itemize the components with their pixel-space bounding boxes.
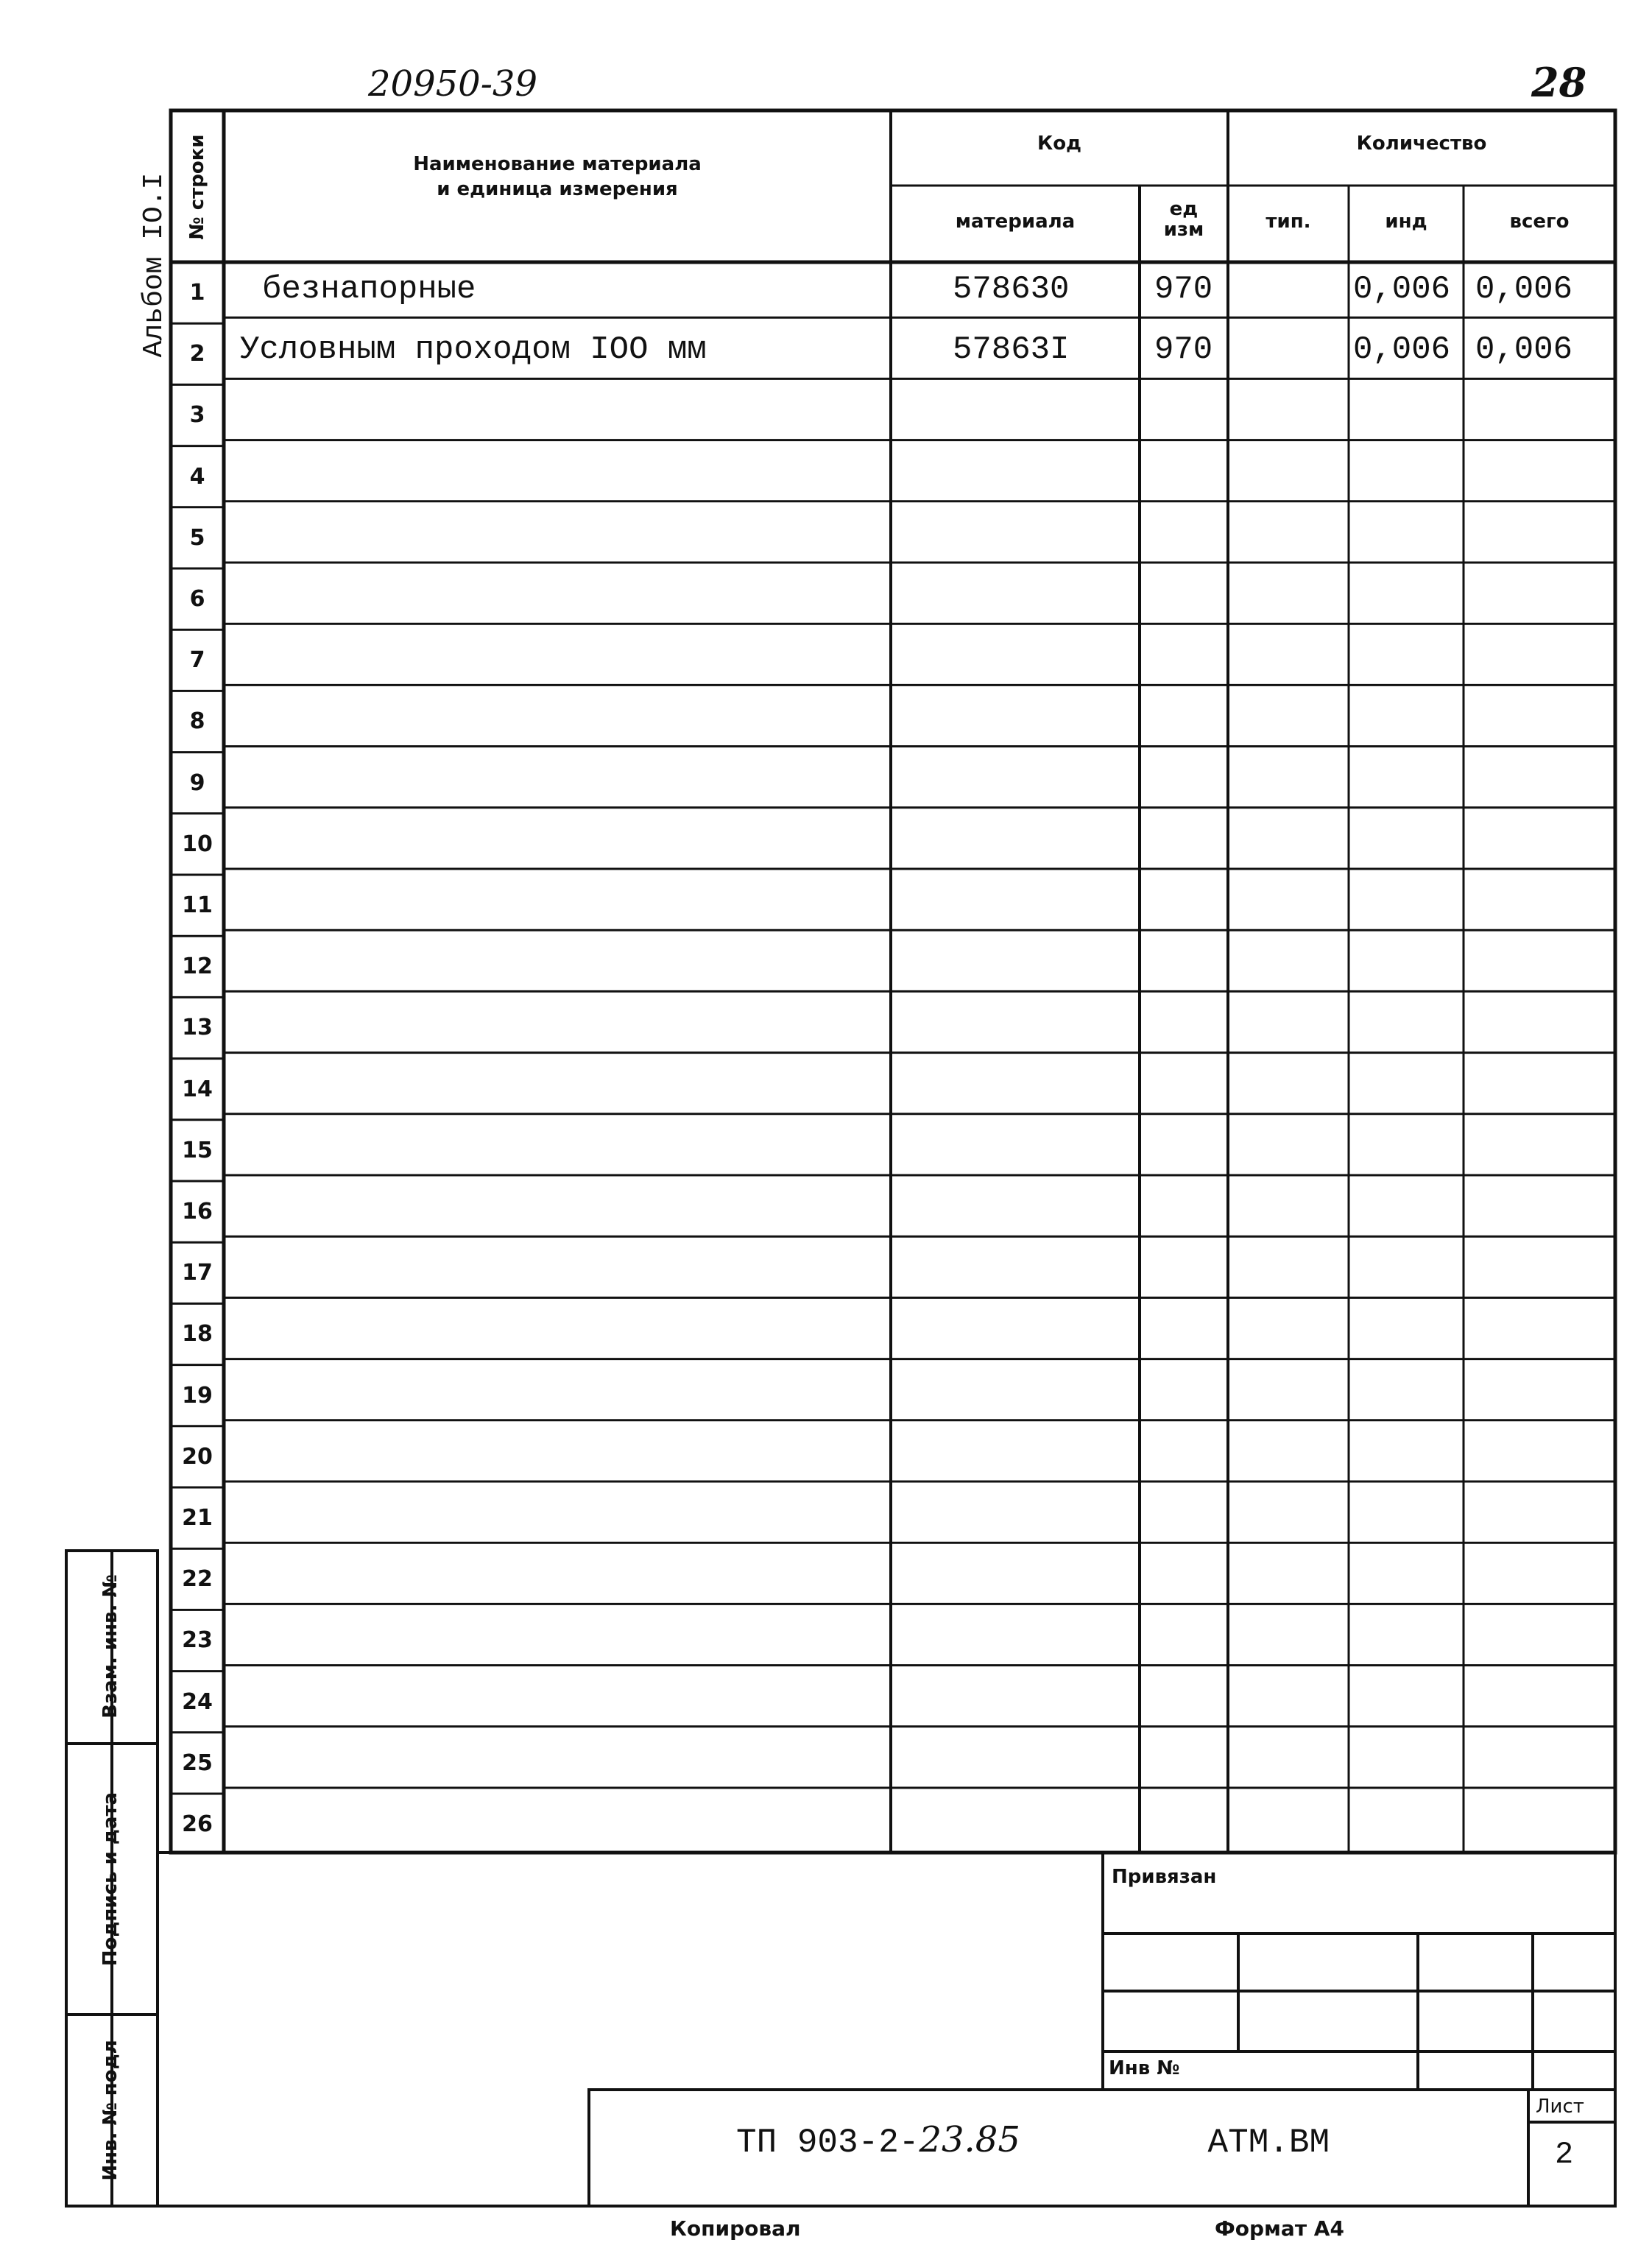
row-number: 26 [182,1811,213,1837]
row-number: 13 [182,1015,213,1041]
row-number: 19 [182,1382,213,1409]
row-number: 10 [182,831,213,857]
row-number: 23 [182,1627,213,1654]
row-number: 12 [182,954,213,980]
name-column-header: Наименование материала и единица измерения [413,153,702,200]
row-number: 21 [182,1505,213,1531]
row-number: 8 [189,708,205,735]
row-number: 25 [182,1750,213,1776]
designation-prefix: ТП 903-2- [736,2124,919,2162]
replacement-inventory-label: Взам. инв. № [99,1574,121,1719]
row-2-total: 0,006 [1475,331,1573,368]
album-label: Альбом IO.I [138,172,170,358]
row-1-name: безнапорные [262,271,476,308]
total-column-header: всего [1509,211,1570,233]
row-number: 16 [182,1199,213,1225]
row-1-unit-code: 970 [1154,271,1213,308]
row-number: 1 [189,280,205,306]
original-inventory-label: Инв. № подл [99,2040,121,2181]
document-designation [736,2119,1330,2162]
format-label: Формат А4 [1215,2216,1344,2241]
row-1-material-code: 578630 [953,271,1070,308]
code-group-header: Код [1037,133,1082,155]
row-2-name: Условным проходом IOO мм [240,331,707,368]
row-number: 5 [189,524,205,551]
row-2-material-code: 57863I [953,331,1070,368]
ind-column-header: инд [1385,211,1427,233]
row-number: 15 [182,1137,213,1163]
row-number: 22 [182,1566,213,1593]
row-number: 18 [182,1321,213,1347]
typ-column-header: тип. [1266,211,1311,233]
row-number: 9 [189,769,205,796]
designation-handwritten: 23.85 [919,2119,1020,2160]
quantity-group-header: Количество [1356,133,1487,155]
page-number: 28 [1531,59,1587,106]
row-2-ind: 0,006 [1353,331,1451,368]
row-number: 2 [189,341,205,367]
linked-label: Привязан [1112,1866,1217,1888]
row-1-total: 0,006 [1475,271,1573,308]
designation-suffix: АТМ.ВМ [1207,2124,1330,2162]
inventory-number-label: Инв № [1109,2057,1180,2079]
signature-date-label: Подпись и дата [99,1791,121,1967]
row-number: 4 [189,463,205,490]
row-number-header: № строки [186,134,208,240]
copied-by-label: Копировал [670,2216,801,2241]
sheet-number: 2 [1555,2137,1574,2172]
row-number: 6 [189,586,205,612]
row-number: 17 [182,1260,213,1286]
unit-column-header: ед изм [1163,198,1204,241]
material-column-header: материала [955,211,1076,233]
row-number: 24 [182,1688,213,1715]
row-2-unit-code: 970 [1154,331,1213,368]
row-number: 7 [189,647,205,674]
doc-number: 20950-39 [368,63,537,105]
row-1-ind: 0,006 [1353,271,1451,308]
row-number: 20 [182,1443,213,1470]
row-number: 14 [182,1076,213,1102]
sheet-label: Лист [1536,2096,1584,2118]
row-number: 11 [182,892,213,918]
row-number: 3 [189,402,205,429]
